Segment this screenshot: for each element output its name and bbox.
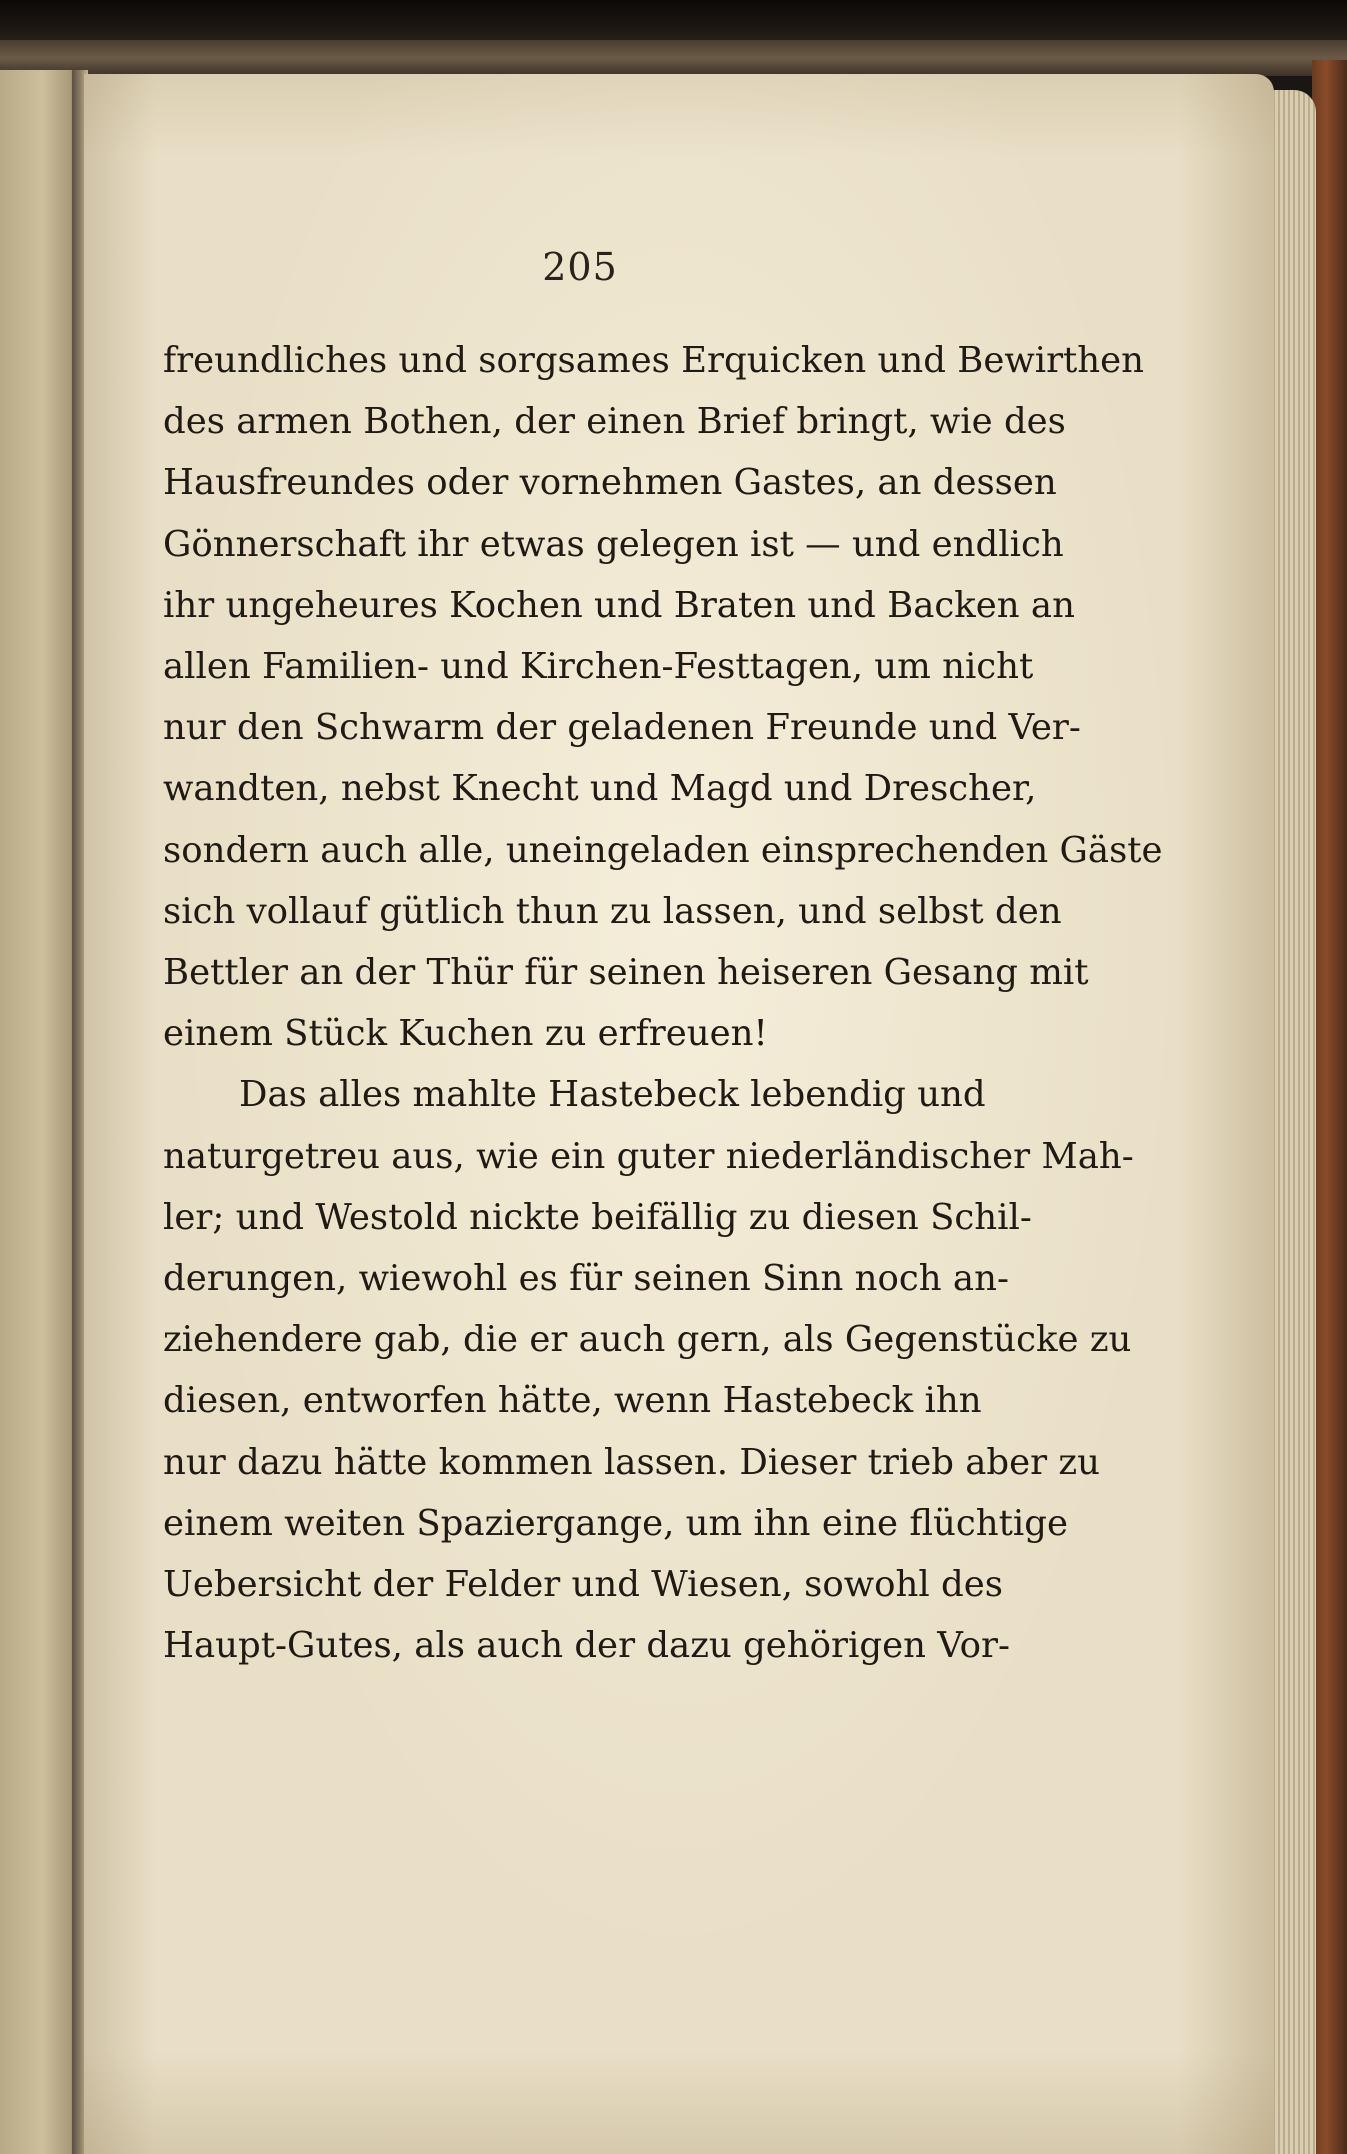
text-line: Das alles mahlte Hastebeck lebendig und (239, 1074, 986, 1116)
text-line: nur den Schwarm der geladenen Freunde und Ver- (163, 707, 1081, 749)
book-cover-edge (1312, 60, 1347, 2154)
text-line: Uebersicht der Felder und Wiesen, sowohl des (163, 1564, 1003, 1606)
text-line: einem weiten Spaziergange, um ihn eine flüchtige (163, 1502, 1068, 1544)
text-line: Bettler an der Thür für seinen heiseren Gesang mit (163, 952, 1089, 994)
page-text (163, 330, 1163, 1676)
text-line: sich vollauf gütlich thun zu lassen, und selbst den (163, 890, 1062, 932)
paragraph-2 (163, 1064, 1134, 1676)
text-line: ihr ungeheures Kochen und Braten und Backen an (163, 584, 1075, 626)
text-line: freundliches und sorgsames Erquicken und Bewirthen (163, 340, 1145, 381)
text-line: Hausfreundes oder vornehmen Gastes, an dessen (163, 462, 1057, 504)
text-line: des armen Bothen, der einen Brief bringt, wie des (163, 401, 1066, 443)
paragraph-1 (163, 330, 1163, 1064)
text-line: Haupt-Gutes, als auch der dazu gehörigen Vor- (163, 1625, 1010, 1667)
text-line: nur dazu hätte kommen lassen. Dieser trieb aber zu (163, 1441, 1100, 1483)
text-line: allen Familien- und Kirchen-Festtagen, um nicht (163, 646, 1034, 688)
text-line: wandten, nebst Knecht und Magd und Drescher, (163, 768, 1037, 810)
text-line: ziehendere gab, die er auch gern, als Gegenstücke zu (163, 1319, 1132, 1361)
text-line: derungen, wiewohl es für seinen Sinn noch an- (163, 1258, 1009, 1300)
text-line: naturgetreu aus, wie ein guter niederländischer Mah- (163, 1135, 1134, 1177)
book-binding (0, 40, 1347, 76)
text-line: sondern auch alle, uneingeladen einsprechenden Gäste (163, 829, 1163, 871)
page-number: 205 (542, 245, 618, 289)
facing-page-edge (0, 70, 78, 2154)
text-line: einem Stück Kuchen zu erfreuen! (163, 1013, 768, 1055)
text-line: ler; und Westold nickte beifällig zu diesen Schil- (163, 1196, 1032, 1238)
text-line: Gönnerschaft ihr etwas gelegen ist — und endlich (163, 523, 1064, 565)
text-line: diesen, entworfen hätte, wenn Hastebeck ihn (163, 1380, 982, 1422)
